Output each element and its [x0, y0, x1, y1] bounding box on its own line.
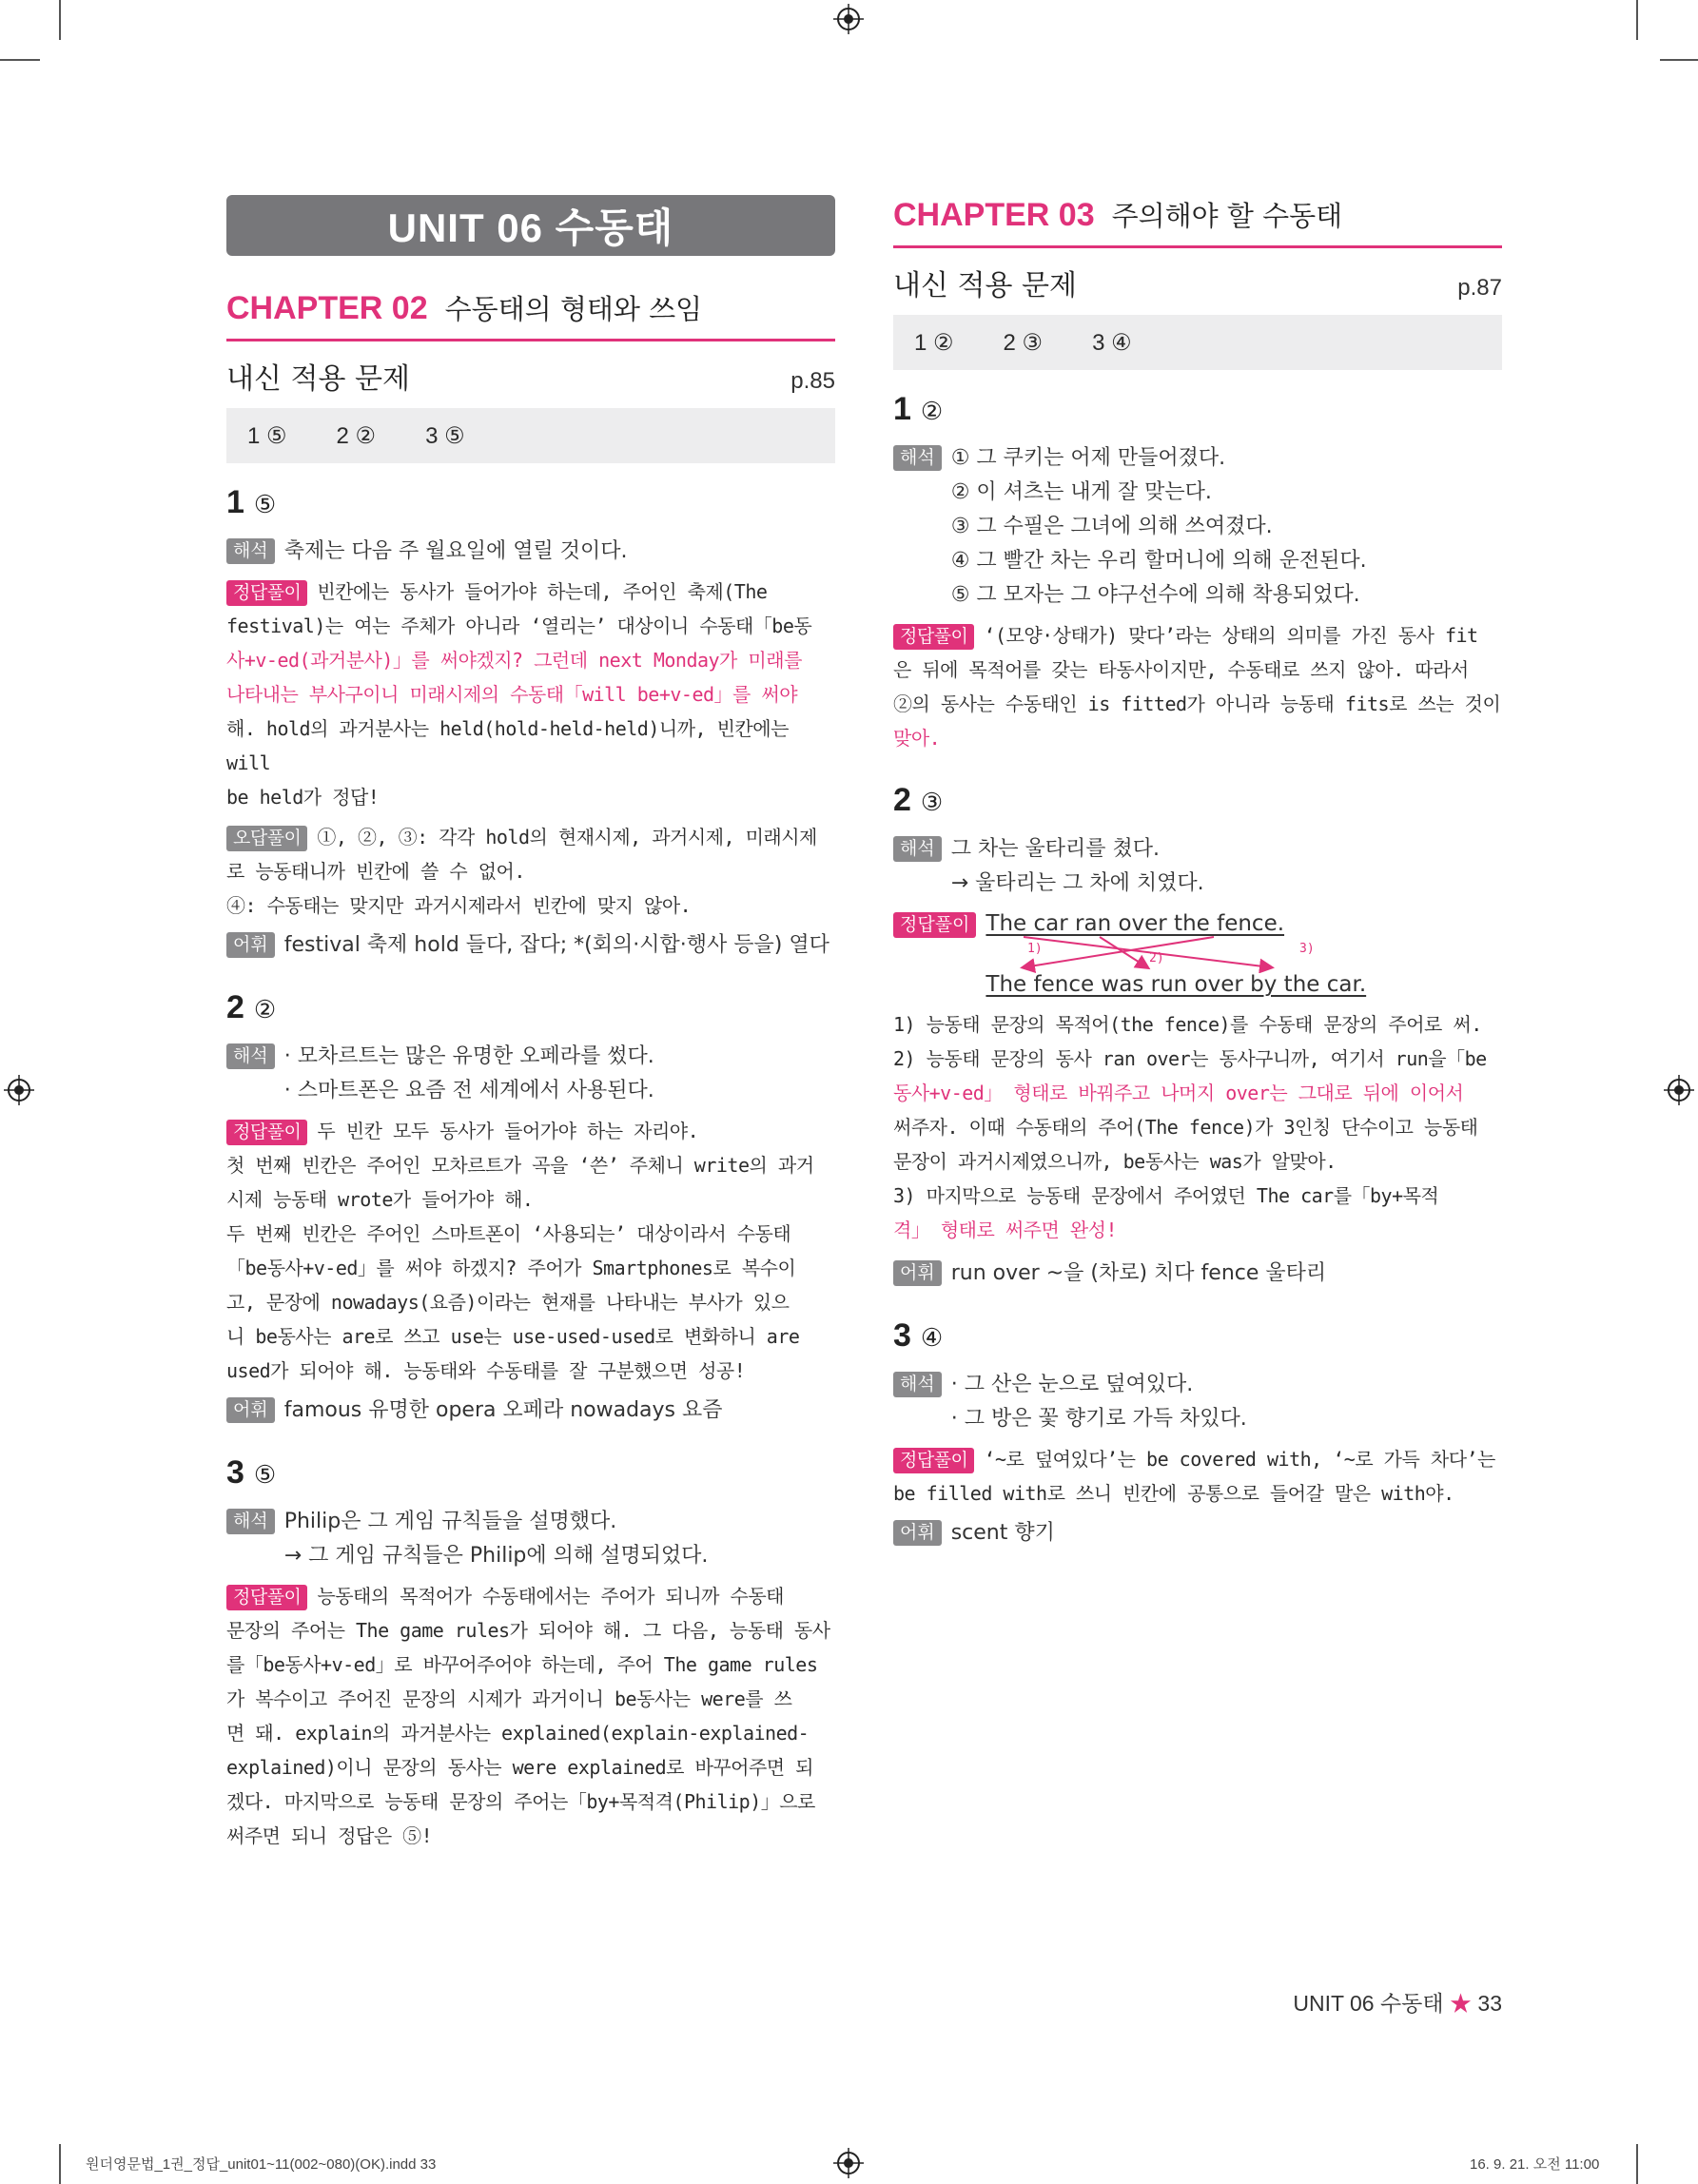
- explanation-line: 빈칸에는 동사가 들어가야 하는데, 주어인 축제(The: [317, 580, 768, 603]
- active-sentence: The car ran over the fence.: [986, 911, 1285, 936]
- explanation-line: 능동태의 목적어가 수동태에서는 주어가 되니까 수동태: [317, 1585, 784, 1608]
- chapter-title: 수동태의 형태와 쓰임: [444, 293, 703, 325]
- page-number: 33: [1477, 1991, 1502, 2016]
- translation-line: ③ 그 수필은 그녀에 의해 쓰여졌다.: [950, 515, 1273, 538]
- section-heading: [226, 355, 835, 397]
- unit-title-bar: [226, 195, 835, 256]
- question-heading: [893, 782, 1502, 819]
- chapter-heading: [893, 195, 1502, 248]
- explanation-line: 고, 문장에 nowadays(요즘)이라는 현재를 나타내는 부사가 있으: [226, 1291, 790, 1314]
- vocabulary-tag: 어휘: [226, 932, 275, 958]
- explanation-tag: 정답풀이: [893, 1448, 974, 1473]
- sentence-block: [893, 908, 1502, 997]
- translation-block: [893, 1368, 1502, 1436]
- sentence-diagram: [986, 908, 1423, 997]
- translation-tag: 해석: [226, 1509, 275, 1534]
- explanation-tag: 정답풀이: [226, 1585, 307, 1610]
- explanation-line: 해. hold의 과거분사는 held(hold-held-held)니까, 빈칸에는 will: [226, 717, 789, 774]
- translation-block: [226, 535, 835, 569]
- vocabulary-block: [893, 1516, 1502, 1550]
- registration-mark-icon: [4, 1075, 34, 1105]
- wrong-answer-line: ①, ②, ③: 각각 hold의 현재시제, 과거시제, 미래시제: [317, 826, 817, 848]
- crop-mark: [0, 59, 40, 61]
- question-number: 2: [226, 989, 244, 1025]
- translation-line: ② 이 셔츠는 내게 잘 맞는다.: [950, 480, 1212, 504]
- section-page: p.85: [790, 368, 835, 394]
- answer-item: 1 ⑤: [247, 422, 287, 449]
- translation-line: ④ 그 빨간 차는 우리 할머니에 의해 운전된다.: [950, 549, 1367, 573]
- explanation-tag: 정답풀이: [893, 624, 974, 650]
- answer-item: 3 ⑤: [425, 422, 465, 449]
- wrong-answer-block: [226, 820, 835, 923]
- section-title: 내신 적용 문제: [226, 362, 410, 396]
- translation-tag: 해석: [893, 445, 942, 471]
- explanation-tag: 정답풀이: [226, 580, 307, 606]
- explanation-line: 두 번째 빈칸은 주어인 스마트폰이 ‘사용되는’ 대상이라서 수동태: [226, 1222, 791, 1245]
- question-answer: ⑤: [253, 1460, 277, 1489]
- arrow-label: 3): [1299, 942, 1316, 956]
- translation-line: ① 그 쿠키는 어제 만들어졌다.: [950, 446, 1226, 470]
- translation-block: [226, 1505, 835, 1573]
- translation-line: ⑤ 그 모자는 그 야구선수에 의해 착용되었다.: [950, 583, 1360, 607]
- section-page: p.87: [1457, 275, 1502, 301]
- crop-mark: [1660, 59, 1698, 61]
- question-answer: ③: [920, 788, 944, 816]
- passive-sentence: The fence was run over by the car.: [986, 972, 1367, 997]
- explanation-block: [893, 1442, 1502, 1511]
- question-number: 1: [893, 391, 911, 427]
- explanation-line: explained)이니 문장의 동사는 were explained로 바꾸어주면 되: [226, 1756, 813, 1779]
- explanation-line: 나타내는 부사구이니 미래시제의 수동태「will be+v-ed」를 써야: [226, 683, 798, 706]
- translation-tag: 해석: [226, 538, 275, 564]
- explanation-line: 격」 형태로 써주면 완성!: [893, 1219, 1118, 1241]
- print-slug-date: 16. 9. 21. 오전 11:00: [1470, 2156, 1600, 2173]
- explanation-line: be held가 정답!: [226, 786, 380, 809]
- arrow-label: 2): [1149, 951, 1165, 965]
- translation-line: · 그 산은 눈으로 덮여있다.: [950, 1373, 1194, 1396]
- question-number: 3: [893, 1317, 911, 1354]
- explanation-line: 사+v-ed(과거분사)」를 써야겠지? 그런데 next Monday가 미래를: [226, 649, 802, 672]
- translation-tag: 해석: [226, 1043, 275, 1069]
- answer-item: 3 ④: [1092, 329, 1132, 356]
- explanation-line: 은 뒤에 목적어를 갖는 타동사이지만, 수동태로 쓰지 않아. 따라서: [893, 658, 1469, 681]
- question-number: 2: [893, 782, 911, 818]
- explanation-line: 첫 번째 빈칸은 주어인 모차르트가 곡을 ‘쓴’ 주체니 write의 과거: [226, 1154, 814, 1177]
- unit-title: UNIT 06 수동태: [387, 205, 674, 250]
- vocabulary-tag: 어휘: [226, 1397, 275, 1423]
- registration-mark-icon: [1664, 1075, 1694, 1105]
- translation-line: → 그 게임 규칙들은 Philip에 의해 설명되었다.: [283, 1544, 709, 1568]
- left-column: [226, 195, 835, 1853]
- question-heading: [893, 1317, 1502, 1355]
- vocabulary-text: scent 향기: [950, 1521, 1055, 1545]
- crop-mark: [1636, 0, 1638, 40]
- explanation-block: [893, 1007, 1502, 1247]
- vocabulary-block: [893, 1257, 1502, 1291]
- answer-item: 2 ②: [336, 422, 377, 449]
- question-number: 3: [226, 1454, 244, 1491]
- footer-unit-label: UNIT 06 수동태: [1293, 1991, 1444, 2016]
- explanation-line: ‘(모양·상태가) 맞다’라는 상태의 의미를 가진 동사 fit: [984, 624, 1478, 647]
- explanation-line: festival)는 여는 주체가 아니라 ‘열리는’ 대상이니 수동태「be동: [226, 614, 812, 637]
- explanation-tag: 정답풀이: [226, 1120, 307, 1145]
- wrong-answer-line: ④: 수동태는 맞지만 과거시제라서 빈칸에 맞지 않아.: [226, 894, 692, 917]
- question-answer: ⑤: [253, 490, 277, 518]
- explanation-block: [893, 618, 1502, 755]
- explanation-line: ‘~로 덮여있다’는 be covered with, ‘~로 가득 차다’는: [984, 1448, 1495, 1471]
- question-heading: [226, 989, 835, 1026]
- crop-mark: [59, 0, 61, 40]
- crop-mark: [59, 2144, 61, 2184]
- chapter-title: 주의해야 할 수동태: [1111, 200, 1343, 232]
- explanation-line: used가 되어야 해. 능동태와 수동태를 잘 구분했으면 성공!: [226, 1359, 746, 1382]
- explanation-block: [226, 1579, 835, 1853]
- translation-text: 축제는 다음 주 월요일에 열릴 것이다.: [283, 539, 628, 563]
- question-number: 1: [226, 484, 244, 520]
- question-answer: ④: [920, 1323, 944, 1352]
- explanation-block: [226, 575, 835, 814]
- translation-line: · 모차르트는 많은 유명한 오페라를 썼다.: [283, 1044, 654, 1068]
- crop-mark: [1636, 2144, 1638, 2184]
- explanation-line: 써주자. 이때 수동태의 주어(The fence)가 3인칭 단수이고 능동태: [893, 1116, 1478, 1139]
- explanation-line: be filled with로 쓰니 빈칸에 공통으로 들어갈 말은 with야.: [893, 1482, 1454, 1505]
- right-column: [893, 195, 1502, 1550]
- explanation-line: 겠다. 마지막으로 능동태 문장의 주어는「by+목적격(Philip)」으로: [226, 1790, 815, 1813]
- page-footer: [1293, 1986, 1502, 2018]
- question-answer: ②: [920, 397, 944, 425]
- wrong-answer-line: 로 능동태니까 빈칸에 쓸 수 없어.: [226, 860, 525, 883]
- explanation-line: 문장의 주어는 The game rules가 되어야 해. 그 다음, 능동태 동사: [226, 1619, 830, 1642]
- answer-summary: [226, 408, 835, 463]
- vocabulary-tag: 어휘: [893, 1520, 942, 1546]
- vocabulary-block: [226, 1394, 835, 1428]
- explanation-line: 1) 능동태 문장의 목적어(the fence)를 수동태 문장의 주어로 써.: [893, 1013, 1482, 1036]
- wrong-answer-tag: 오답풀이: [226, 826, 307, 851]
- question-heading: [893, 391, 1502, 428]
- registration-mark-icon: [833, 4, 864, 34]
- explanation-line: 3) 마지막으로 능동태 문장에서 주어였던 The car를「by+목적: [893, 1184, 1439, 1207]
- vocabulary-block: [226, 928, 835, 963]
- registration-mark-icon: [833, 2148, 864, 2178]
- explanation-line: 시제 능동태 wrote가 들어가야 해.: [226, 1188, 534, 1211]
- translation-line: · 그 방은 꽃 향기로 가득 차있다.: [950, 1407, 1247, 1431]
- explanation-line: 「be동사+v-ed」를 써야 하겠지? 주어가 Smartphones로 복수이: [226, 1257, 796, 1279]
- explanation-line: 맞아.: [893, 727, 941, 750]
- arrow-label: 1): [1027, 942, 1044, 956]
- translation-line: 그 차는 울타리를 쳤다.: [950, 837, 1160, 861]
- explanation-line: 2) 능동태 문장의 동사 ran over는 동사구니까, 여기서 run을「be: [893, 1047, 1487, 1070]
- translation-line: → 울타리는 그 차에 치였다.: [950, 871, 1204, 895]
- translation-block: [226, 1040, 835, 1108]
- question-heading: [226, 484, 835, 521]
- explanation-line: 가 복수이고 주어진 문장의 시제가 과거이니 be동사는 were를 쓰: [226, 1687, 792, 1710]
- print-slug-filename: 원더영문법_1권_정답_unit01~11(002~080)(OK).indd 33: [86, 2156, 437, 2173]
- vocabulary-text: famous 유명한 opera 오페라 nowadays 요즘: [283, 1398, 723, 1422]
- explanation-line: 써주면 되니 정답은 ⑤!: [226, 1824, 433, 1847]
- answer-item: 2 ③: [1003, 329, 1044, 356]
- answer-item: 1 ②: [914, 329, 954, 356]
- section-title: 내신 적용 문제: [893, 269, 1077, 302]
- explanation-line: 동사+v-ed」 형태로 바꿔주고 나머지 over는 그대로 뒤에 이어서: [893, 1082, 1464, 1104]
- translation-block: [893, 441, 1502, 613]
- star-icon: ★: [1450, 1991, 1473, 2016]
- translation-line: · 스마트폰은 요즘 전 세계에서 사용된다.: [283, 1079, 654, 1102]
- section-heading: [893, 262, 1502, 303]
- chapter-label: CHAPTER 02: [226, 290, 428, 326]
- explanation-line: 두 빈칸 모두 동사가 들어가야 하는 자리야.: [317, 1120, 699, 1142]
- translation-tag: 해석: [893, 1372, 942, 1397]
- explanation-line: 를「be동사+v-ed」로 바꾸어주어야 하는데, 주어 The game rules: [226, 1653, 818, 1676]
- question-heading: [226, 1454, 835, 1492]
- explanation-line: ②의 동사는 수동태인 is fitted가 아니라 능동태 fits로 쓰는 것이: [893, 692, 1501, 715]
- question-answer: ②: [253, 995, 277, 1024]
- vocabulary-text: run over ~을 (차로) 치다 fence 울타리: [950, 1261, 1327, 1285]
- answer-summary: [893, 315, 1502, 370]
- translation-tag: 해석: [893, 836, 942, 862]
- explanation-line: 면 돼. explain의 과거분사는 explained(explain-explained-: [226, 1722, 810, 1745]
- explanation-tag: 정답풀이: [893, 912, 976, 938]
- explanation-line: 니 be동사는 are로 쓰고 use는 use-used-used로 변화하니 are: [226, 1325, 800, 1348]
- explanation-block: [226, 1114, 835, 1388]
- explanation-line: 문장이 과거시제였으니까, be동사는 was가 알맞아.: [893, 1150, 1337, 1173]
- translation-block: [893, 832, 1502, 901]
- chapter-heading: [226, 288, 835, 341]
- vocabulary-tag: 어휘: [893, 1260, 942, 1286]
- vocabulary-text: festival 축제 hold 들다, 잡다; *(회의·시합·행사 등을) 열다: [283, 933, 829, 957]
- chapter-label: CHAPTER 03: [893, 197, 1095, 233]
- translation-line: Philip은 그 게임 규칙들을 설명했다.: [283, 1510, 617, 1533]
